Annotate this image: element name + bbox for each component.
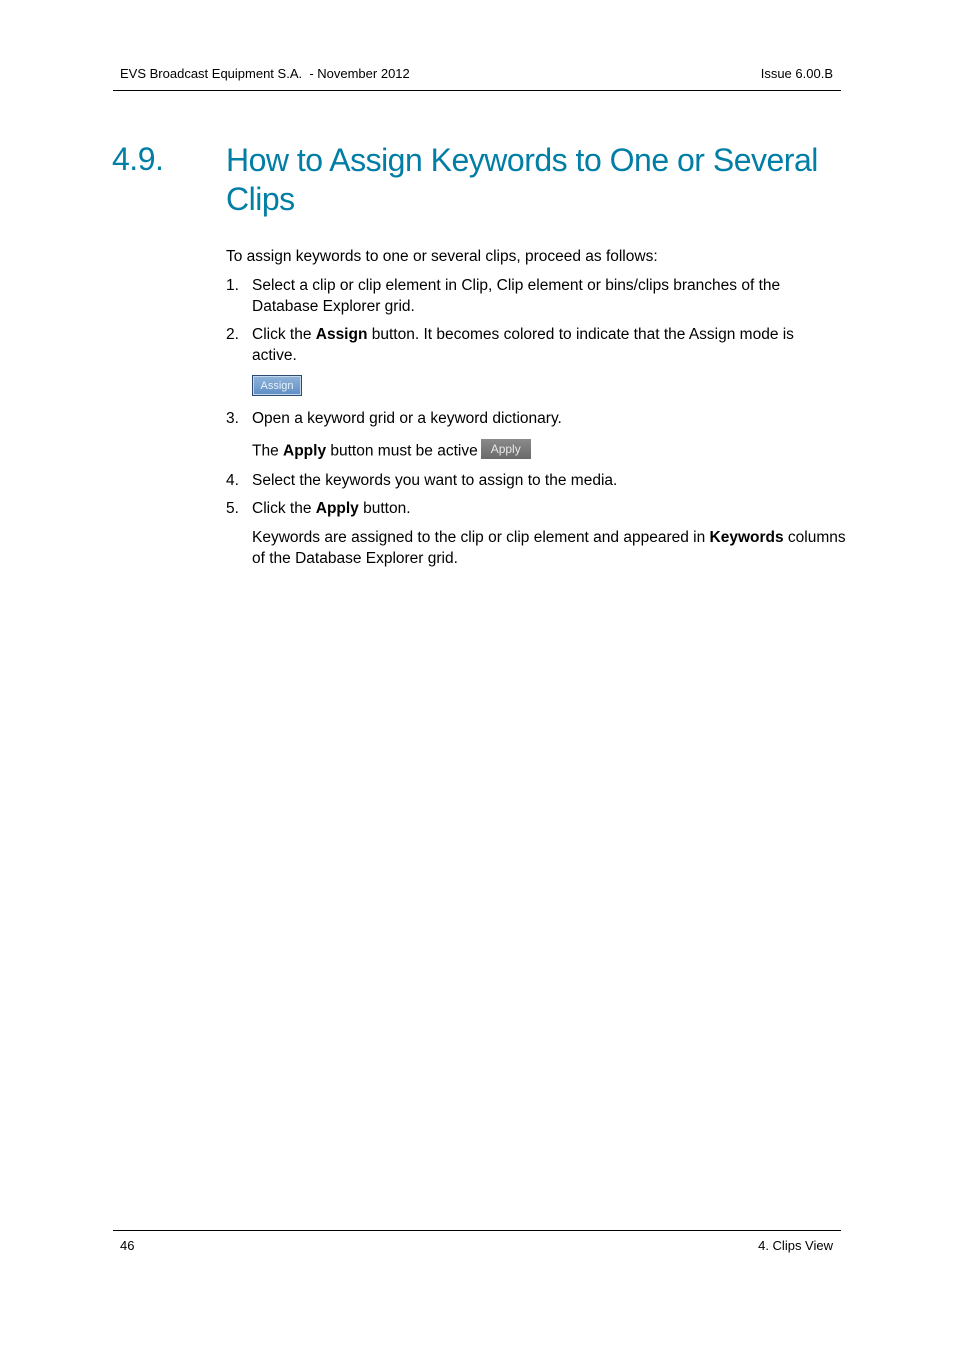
- step-number: 1.: [226, 277, 239, 294]
- intro-paragraph: To assign keywords to one or several clips, proceed as follows:: [226, 248, 658, 265]
- header-publisher: EVS Broadcast Equipment S.A. - November 2012: [120, 66, 410, 81]
- apply-button[interactable]: Apply: [481, 439, 531, 459]
- step-text: Click the Apply button.: [252, 500, 411, 517]
- step-text: Select the keywords you want to assign to the media.: [252, 472, 618, 489]
- apply-note: The Apply button must be active Apply: [252, 439, 847, 462]
- step-text: Click the Assign button. It becomes colored to indicate that the Assign mode is active.: [252, 326, 794, 364]
- step-number: 5.: [226, 500, 239, 517]
- step-number: 2.: [226, 326, 239, 343]
- header-issue: Issue 6.00.B: [760, 66, 833, 81]
- step-number: 4.: [226, 472, 239, 489]
- section-number: 4.9.: [112, 141, 164, 177]
- step-number: 3.: [226, 410, 239, 427]
- chapter-name: 4. Clips View: [758, 1238, 833, 1253]
- page-number: 46: [120, 1238, 135, 1253]
- step-text: Select a clip or clip element in Clip, Clip element or bins/clips branches of the Database Explorer grid.: [252, 277, 781, 315]
- page-header: [113, 64, 841, 91]
- section-title: How to Assign Keywords to One or Several Clips: [226, 142, 818, 217]
- step-text: Open a keyword grid or a keyword dictionary.: [252, 410, 562, 427]
- result-paragraph: Keywords are assigned to the clip or clip element and appeared in Keywords columns of the Database Explorer grid.: [252, 529, 846, 567]
- page-footer: [113, 1230, 841, 1253]
- assign-button[interactable]: Assign: [252, 375, 302, 396]
